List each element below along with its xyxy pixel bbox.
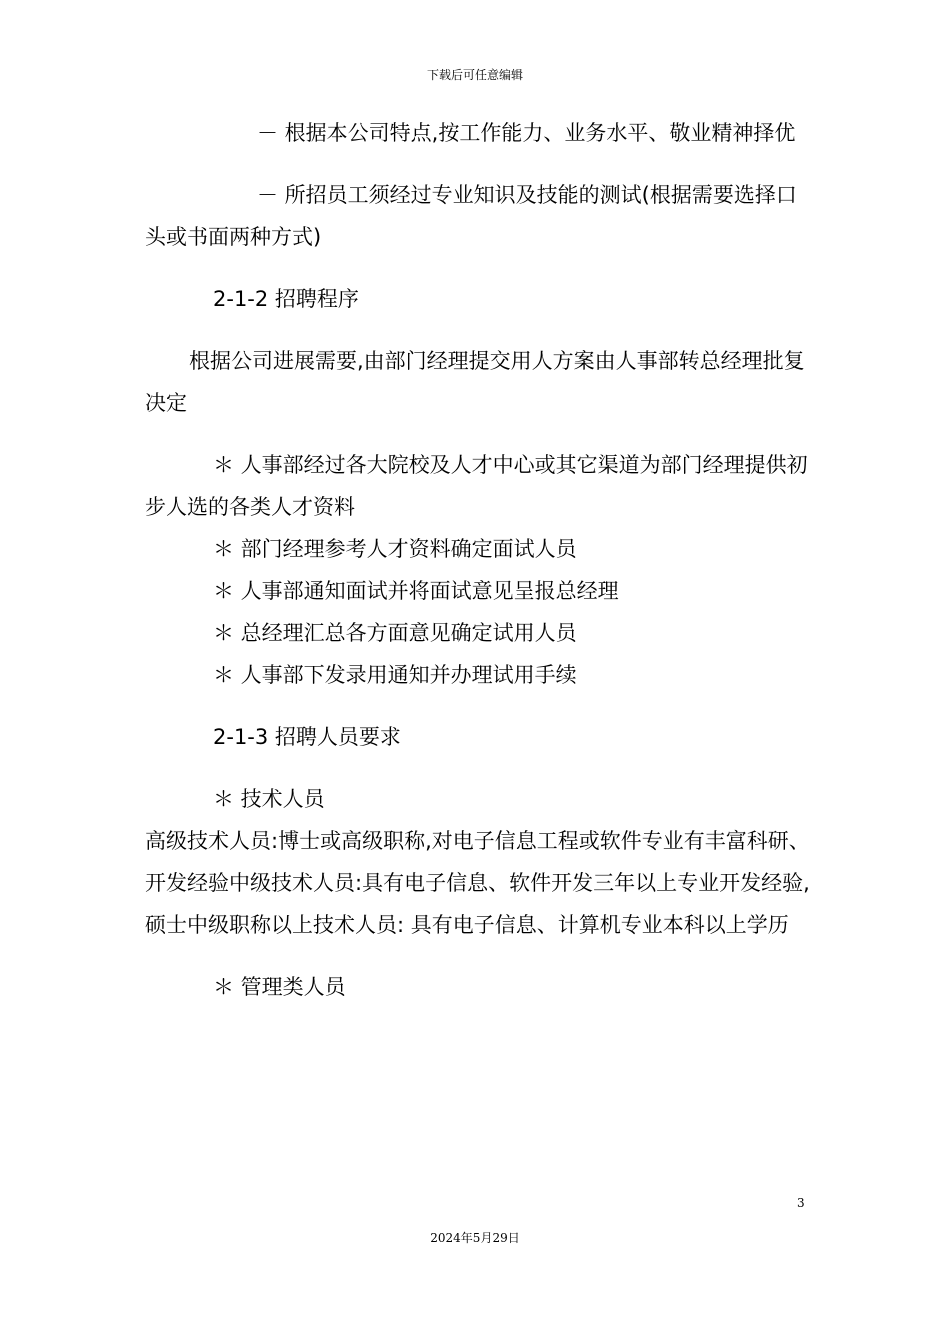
procedure-paragraph: 根据公司进展需要,由部门经理提交用人方案由人事部转总经理批复决定 [145, 349, 805, 415]
document-body [145, 112, 810, 1008]
page-number: 3 [797, 1196, 805, 1210]
section-heading-recruitment-requirements: 2-1-3 招聘人员要求 [213, 725, 401, 749]
page-footer-date: 2024年5月29日 [430, 1231, 520, 1245]
list-item: ＊ 总经理汇总各方面意见确定试用人员 [213, 621, 577, 645]
list-item: ＊ 人事部经过各大院校及人才中心或其它渠道为部门经理提供初步人选的各类人才资料 [145, 453, 808, 519]
criteria-paragraph: － 根据本公司特点,按工作能力、业务水平、敬业精神择优 [257, 121, 796, 145]
page-header: 下载后可任意编辑 [426, 68, 523, 82]
list-item: ＊ 人事部下发录用通知并办理试用手续 [213, 663, 577, 687]
section-heading-recruitment-procedure: 2-1-2 招聘程序 [213, 287, 359, 311]
list-item-technical-staff: ＊ 技术人员 [213, 787, 325, 811]
testing-paragraph: － 所招员工须经过专业知识及技能的测试(根据需要选择口头或书面两种方式) [145, 183, 797, 249]
list-item: ＊ 人事部通知面试并将面试意见呈报总经理 [213, 579, 619, 603]
list-item: ＊ 部门经理参考人才资料确定面试人员 [213, 537, 577, 561]
list-item-management-staff: ＊ 管理类人员 [213, 975, 346, 999]
technical-staff-paragraph: 高级技术人员:博士或高级职称,对电子信息工程或软件专业有丰富科研、开发经验中级技术人员:具有电子信息、软件开发三年以上专业开发经验,硕士中级职称以上技术人员: 具有电子信息、计算机专业本科以上学历 [145, 829, 810, 937]
